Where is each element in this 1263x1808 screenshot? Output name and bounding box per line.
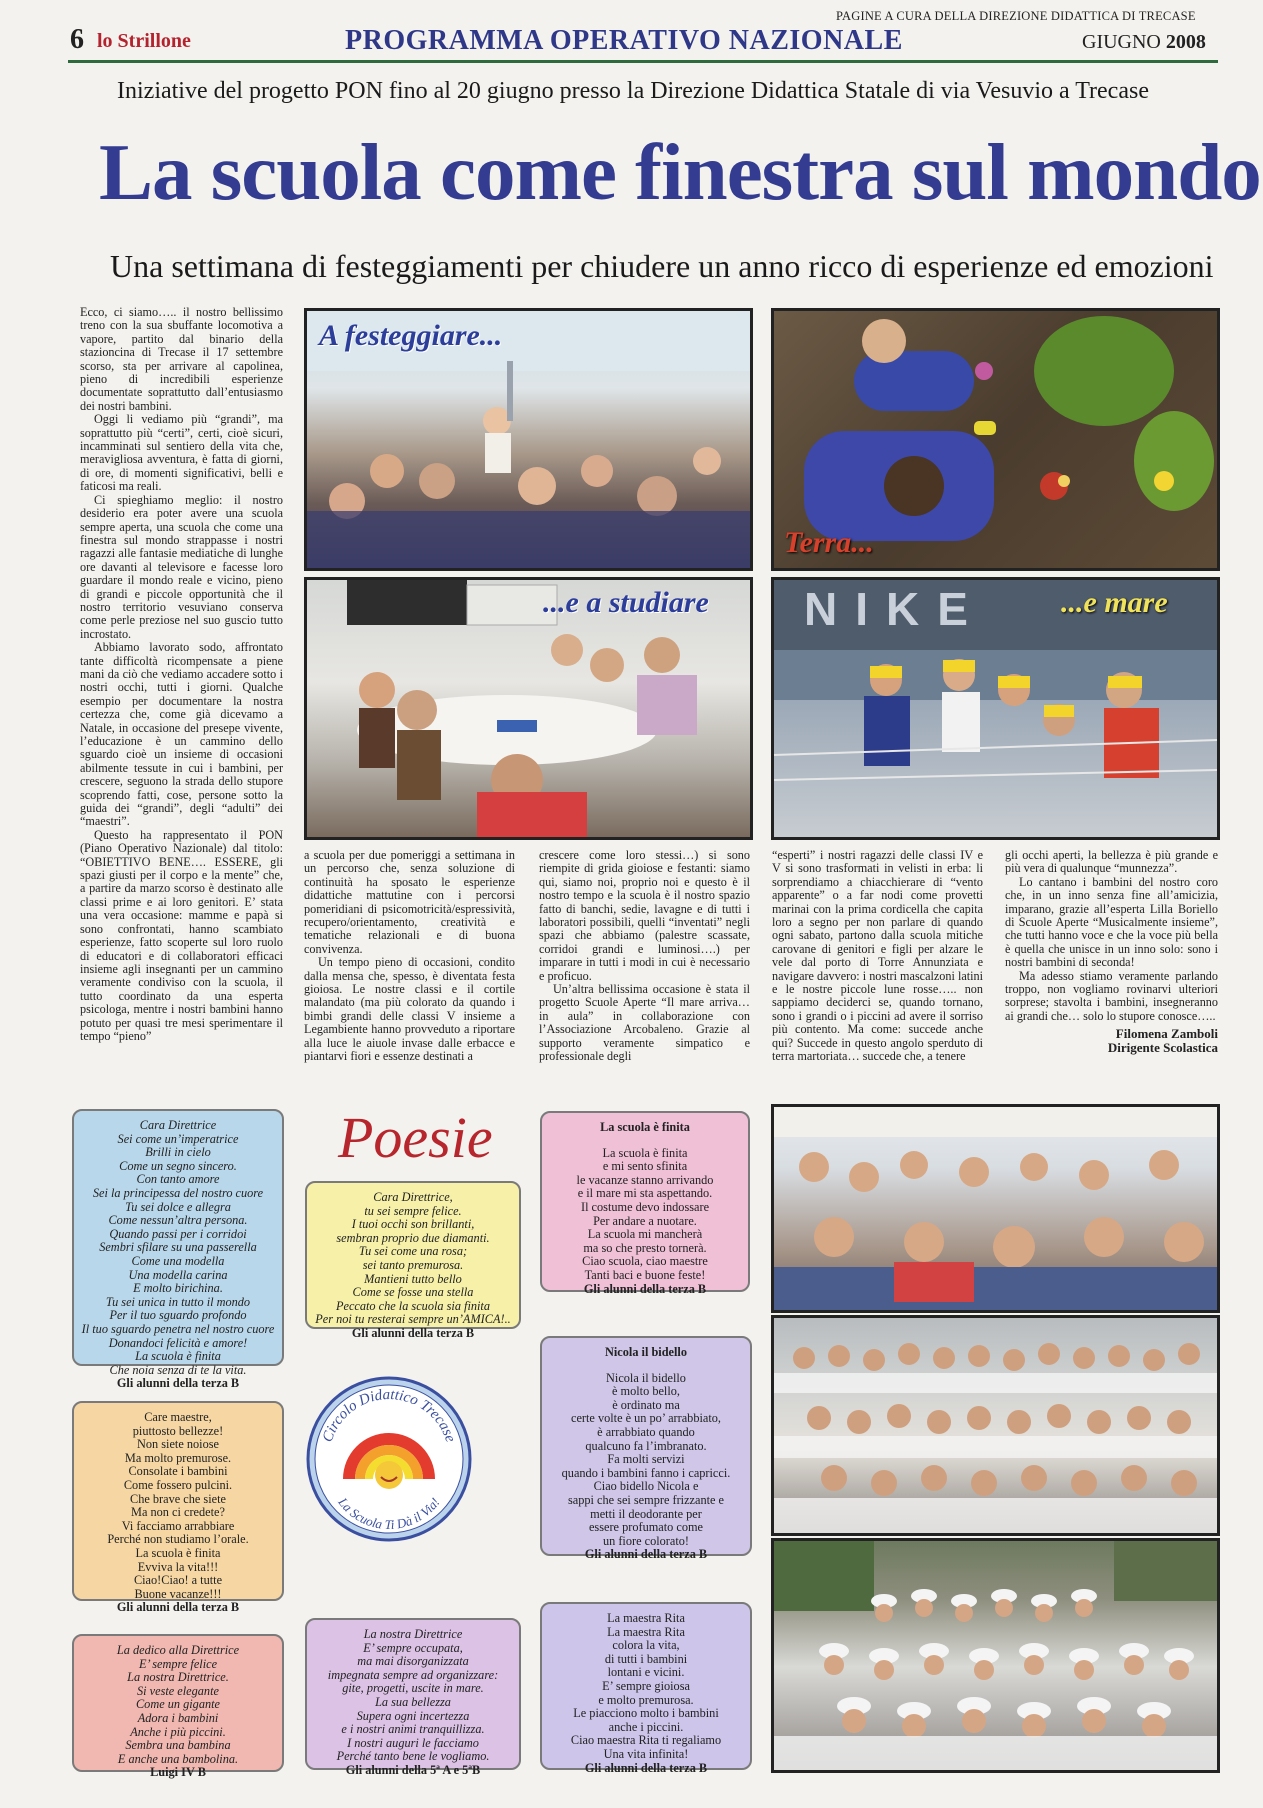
poem-line: Per andare a nuotare. [593, 1213, 697, 1228]
poem-line: gite, progetti, uscite in mare. [342, 1681, 484, 1696]
poem-author: Luigi IV B [150, 1765, 206, 1780]
poem-line: lontani e vicini. [607, 1665, 685, 1680]
photo-group [771, 1315, 1220, 1536]
poem-author: Gli alunni della 5ª A e 5ªB [345, 1762, 481, 1777]
poem-line: Buone vacanze!!! [134, 1586, 222, 1601]
poem-line: colora la vita, [612, 1638, 680, 1653]
poem-box [72, 1109, 284, 1391]
boat-text: NIKE [804, 583, 986, 635]
poem-author: Gli alunni della terza B [584, 1547, 708, 1562]
poem-line: Perché non studiamo l’orale. [107, 1532, 249, 1547]
article-column-1 [80, 306, 283, 1088]
poem-line: Si veste elegante [137, 1683, 219, 1698]
issue-date [1082, 31, 1206, 54]
poem-line: La nostra Direttrice. [127, 1670, 229, 1685]
poem-line: Il tuo sguardo penetra nel nostro cuore [81, 1321, 275, 1336]
poem-line: Evviva la vita!!! [137, 1559, 219, 1574]
poem-line: Sembra una bambina [125, 1738, 231, 1753]
poem-line: La scuola è finita [135, 1545, 221, 1560]
poem-line: Consolate i bambini [128, 1464, 228, 1479]
issue-month: GIUGNO [1082, 31, 1161, 53]
poem-line: Ciao maestra Rita ti regaliamo [570, 1733, 722, 1748]
photo-caption: A festeggiare... [319, 319, 503, 352]
poem-line: Mantieni tutto bello [364, 1271, 462, 1286]
article-column-5 [1005, 849, 1218, 1087]
poem-line: Supera ogni incertezza [356, 1708, 470, 1723]
poem-line: Quando passi per i corridoi [109, 1226, 247, 1241]
poem-line: certe volte è un po’ arrabbiato, [571, 1411, 721, 1426]
signature-role: Dirigente Scolastica [1107, 1039, 1218, 1055]
poem-line: Tu sei come una rosa; [358, 1244, 468, 1259]
poem-line: e i nostri animi tranquillizza. [341, 1722, 485, 1737]
poem-line: e mi sento sfinita [602, 1159, 688, 1174]
poem-line: Sembri sfilare su una passerella [99, 1240, 257, 1255]
poem-line: Donandoci felicità e amore! [108, 1335, 248, 1350]
poem-author: Gli alunni della terza B [116, 1600, 240, 1615]
logo-top-text: Circolo Didattico Trecase [319, 1386, 459, 1445]
article-kicker: Iniziative del progetto PON fino al 20 giugno presso la Direzione Didattica Statale di via Vesuvio a Trecase [117, 78, 1149, 104]
poem-line: Come nessun’altra persona. [108, 1213, 248, 1228]
poem-line: La sua bellezza [375, 1694, 451, 1709]
poem-line: Sei la principessa del nostro cuore [92, 1185, 264, 1200]
poem-line: Non siete noiose [137, 1437, 219, 1452]
poem-line: Ciao bidello Nicola e [593, 1479, 699, 1494]
choir-scene [774, 1107, 1217, 1310]
poem-line: qualcuno fa l’imbranato. [585, 1438, 707, 1453]
paragraph: a scuola per due pomeriggi a settimana in un percorso che, senza soluzione di continuità ha sposato le esperienze didattiche mattutine con i percorsi pomeridiani di psicomotricità/espressività, recupero/orientamento, creatività e tematiche relazionali e di buona convivenza. [304, 848, 515, 956]
poem-line: le vacanze stanno arrivando [576, 1172, 714, 1187]
poem-line: Adora i bambini [137, 1710, 219, 1725]
poem-title: Nicola il bidello [605, 1345, 687, 1359]
article-column-2 [304, 849, 515, 1087]
poem-line: Per noi tu resterai sempre un’AMICA!.. [315, 1312, 511, 1327]
poem-line: Con tanto amore [136, 1172, 220, 1187]
poem-line: tu sei sempre felice. [364, 1203, 462, 1218]
poem-line: Anche i più piccini. [130, 1724, 226, 1739]
photo-party [304, 308, 753, 571]
poem-line: La scuola è finita [135, 1349, 221, 1364]
paragraph: “esperti” i nostri ragazzi delle classi IV e V si sono trasformati in velisti in erba: li sorprendiamo a chiacchierare di “vento apparente” o a far nodi come provetti marinai con la prima cordicella che capita loro a segno per non parlare di quando ogni sabato, partono dalla scuola mitiche carovane di genitori e figli per alzare le vele dal porto di Torre Annunziata e navigare davvero: i nostri mascalzoni latini e le nostre piccole lune rosse….. non sappiamo deciderci se, quando tornano, sono i grandi o i piccini ad avere il sorriso più contento. Ma come: succede anche qui? Succede in questo angolo sperduto di terra martoriata… succede che, a tenere [772, 848, 983, 1064]
poem-line: sappi che sei sempre frizzante e [567, 1492, 725, 1507]
poem-author: Gli alunni della terza B [584, 1760, 708, 1775]
poem-line: impegnata sempre ad organizzare: [327, 1667, 499, 1682]
poem-line: è molto bello, [612, 1384, 680, 1399]
poem-line: La nostra Direttrice [363, 1627, 463, 1641]
poem-line: La maestra Rita [607, 1624, 685, 1639]
photo-sailing [771, 577, 1220, 840]
poem-box [305, 1181, 521, 1340]
photo-garden [771, 308, 1220, 571]
poem-line: sei tanto premurosa. [362, 1257, 464, 1272]
poem-line: E anche una bambolina. [117, 1751, 239, 1766]
poem-box [305, 1618, 521, 1777]
section-title: PROGRAMMA OPERATIVO NAZIONALE [345, 25, 903, 56]
article-subhead: Una settimana di festeggiamenti per chiudere un anno ricco di esperienze ed emozioni [110, 248, 1214, 284]
poem-line: Brilli in cielo [145, 1145, 211, 1160]
poem-line: Sei come un’imperatrice [117, 1131, 239, 1146]
group-scene [774, 1318, 1217, 1533]
poem-line: Ciao scuola, ciao maestre [582, 1254, 708, 1269]
header-rule [68, 60, 1218, 63]
poem-line: è ordinato ma [612, 1397, 680, 1412]
poem-line: E’ sempre felice [138, 1656, 218, 1671]
poem-title: La scuola è finita [600, 1120, 690, 1134]
poem-author: Gli alunni della terza B [583, 1281, 707, 1296]
poem-line: I tuoi occhi son brillanti, [351, 1217, 475, 1232]
poem-line: Come un gigante [135, 1697, 221, 1712]
paragraph: Questo ha rappresentato il PON (Piano Operativo Nazionale) dal titolo: “OBIETTIVO BENE…. ESSERE, gli spazi giusti per il corpo e la mente” che, a partire da marzo scorso è destinato alle classi prime e ai loro genitori. E’ stata una vera occasione: mamme e papà si sono confrontati, hanno scambiato esperienze, fatto scoperte sul loro ruolo di educatori e di collaboratori efficaci insieme agli insegnanti per un cammino veramente condiviso con la scuola, il tutto coordinato da una esperta psicologa, mentre i nostri bambini hanno potuto per quasi tre mesi sperimentare il tempo “pieno” [80, 827, 283, 1043]
poem-author: Gli alunni della terza B [351, 1325, 475, 1340]
paragraph: Ma adesso stiamo veramente parlando troppo, non vogliamo rovinarvi ulteriori sorprese; stavolta i bambini, insegneranno ai grandi che… solo lo stupore conosce….. [1005, 968, 1218, 1023]
paragraph: Lo cantano i bambini del nostro coro che, in un inno senza fine all’amicizia, imparano, grazie all’esperta Lilla Boriello di Scuole Aperte “Musicalmente insieme”, che tutti hanno voce e che la voce più bella è quella che unisce in un inno solo: sono i nostri bambini di seconda! [1005, 874, 1218, 970]
paragraph: Oggi li vediamo più “grandi”, ma soprattutto più “certi”, certi, cioè sicuri, incamminati sul sentiero della vita che, meravigliosa avventura, è fatta di giorni, di ore, di momenti significativi, belli e faticosi ma reali. [80, 412, 283, 494]
poem-line: Ciao!Ciao! a tutte [133, 1573, 223, 1588]
poem-line: La dedico alla Direttrice [116, 1643, 240, 1657]
paragraph: gli occhi aperti, la bellezza è più grande e più vera di qualunque “munnezza”. [1005, 848, 1218, 876]
poem-line: Cara Direttrice, [373, 1190, 453, 1204]
paragraph: Un’altra bellissima occasione è stata il progetto Scuole Aperte “Il mare arriva… in aula” in collaborazione con l’Associazione Arcobaleno. Grazie al supporto veramente simpatico e professionale degli [539, 982, 750, 1064]
caps-scene [774, 1541, 1217, 1770]
photo-classroom [304, 577, 753, 840]
poem-line: ma mai disorganizzata [357, 1654, 469, 1669]
poem-line: Per il tuo sguardo profondo [109, 1308, 247, 1323]
article-column-4 [772, 849, 983, 1087]
poem-box [540, 1111, 750, 1296]
issue-year: 2008 [1165, 31, 1206, 53]
paragraph: Abbiamo lavorato sodo, affrontato tante difficoltà ricompensate a piene mani da ciò che vediamo accadere sotto i nostri occhi, tutti i giorni. Qualche esempio per documentare la nostra certezza che, come già dicevamo a Natale, in occasione del presepe vivente, l’educazione è un cammino dello sguardo cioè un insieme di occasioni abilmente tessute in cui i bambini, per crescere, seguono la strada dello stupore scoprendo fatti, cose, persone sotto la guida dei “grandi”, degli “adulti” dei “maestri”. [80, 640, 283, 829]
poem-line: è arrabbiato quando [597, 1424, 695, 1439]
poem-line: Una vita infinita! [603, 1746, 689, 1761]
poem-line: di tutti i bambini [604, 1651, 688, 1666]
poem-line: e molto premurosa. [598, 1692, 694, 1707]
poem-line: Vi facciamo arrabbiare [121, 1518, 235, 1533]
poem-author: Gli alunni della terza B [116, 1376, 240, 1391]
poem-line: Che brave che siete [130, 1491, 226, 1506]
paragraph: Un tempo pieno di occasioni, condito dalla mensa che, spesso, è diventata festa gioiosa. Le nostre classi e il cortile malandato (ma più colorato da quando i bimbi grandi delle classi V insieme a Legambiente hanno provveduto a riportare alla luce le aiuole invase dalle erbacce e piantarvi fiori e essenze destinati a [304, 955, 515, 1064]
header-top-line: PAGINE A CURA DELLA DIREZIONE DIDATTICA DI TRECASE [836, 9, 1196, 23]
poem-line: Come se fosse una stella [352, 1285, 474, 1300]
poem-line: La maestra Rita [607, 1611, 685, 1625]
photo-caption: ...e a studiare [543, 586, 709, 619]
poem-line: Una modella carina [128, 1267, 228, 1282]
poem-line: La scuola mi mancherà [587, 1227, 703, 1242]
poem-line: Care maestre, [144, 1410, 212, 1424]
poem-box [72, 1634, 284, 1780]
poem-line: quando i bambini fanno i capricci. [561, 1465, 731, 1480]
poem-line: Come fossero pulcini. [123, 1477, 233, 1492]
poem-line: Fa molti servizi [607, 1452, 685, 1467]
poem-line: Nicola il bidello [606, 1370, 686, 1385]
logo-bottom-text: La Scuola Ti Dà il Via! [335, 1494, 443, 1533]
photo-caption: ...e mare [1061, 586, 1168, 619]
poem-line: La scuola è finita [602, 1145, 688, 1160]
poem-box [540, 1336, 752, 1562]
poem-line: sembran proprio due diamanti. [336, 1230, 490, 1245]
poem-line: Tanti baci e buone feste! [584, 1267, 706, 1282]
poem-line: Il costume devo indossare [580, 1199, 710, 1214]
paragraph: Ecco, ci siamo….. il nostro bellissimo treno con la sua sbuffante locomotiva a vapore, partito dal binario della stazioncina di Trecase il 17 settembre scorso, sta per arrivare al capolinea, pieno di incredibili esperienze documentate soprattutto dall’entusiasmo dei nostri bambini. [80, 305, 283, 413]
paragraph: crescere come loro stessi…) si sono riempite di grida gioiose e festanti: siamo qui, siamo noi, proprio noi e questo è il nostro tempo e la scuola è il nostro spazio fatto di banchi, sedie, lavagne e di tutti i laboratori possibili, quelli “inventati” negli spazi che abbiamo (palestre scassate, corridoi grandi e luminosi….) per imparare in tutti i modi in cui è necessario e proficuo. [539, 848, 750, 983]
poem-line: Peccato che la scuola sia finita [335, 1298, 491, 1313]
photo-caps [771, 1538, 1220, 1773]
signature-name: Filomena Zamboli [1115, 1026, 1218, 1042]
poem-line: Perché tanto bene le vogliamo. [336, 1749, 490, 1764]
poem-line: Le piacciono molto i bambini [573, 1706, 719, 1721]
paragraph: Ci spieghiamo meglio: il nostro desiderio era poter avere una scuola sempre aperta, una scuola che come una finestra sul mondo strappasse i nostri ragazzi alle fantasie mediatiche di lunghe ore davanti al televisore e facesse loro guardare il mondo reale e vicino, pieno di grandi e piccole opportunità che il nostro territorio vesuviano conserva come perle preziose nel suo guscio tutto incrostato. [80, 492, 283, 641]
poem-line: Tu sei unica in tutto il mondo [105, 1294, 251, 1309]
poem-line: E’ sempre gioiosa [602, 1678, 690, 1693]
article-column-3 [539, 849, 750, 1087]
poem-line: Cara Direttrice [139, 1118, 217, 1132]
poem-line: I nostri auguri le facciamo [347, 1735, 479, 1750]
school-logo [305, 1375, 473, 1543]
poem-line: un fiore colorato! [602, 1533, 690, 1548]
page-number: 6 [70, 24, 84, 55]
poem-line: ma so che presto tornerà. [583, 1240, 707, 1255]
poem-line: anche i piccini. [608, 1719, 684, 1734]
article-headline: La scuola come finestra sul mondo [99, 127, 1261, 217]
poem-line: Che noia senza di te la vita. [109, 1362, 247, 1377]
photo-caption: Terra... [784, 526, 874, 559]
poem-line: Come un segno sincero. [119, 1158, 237, 1173]
poem-line: piuttosto bellezze! [132, 1423, 224, 1438]
photo-choir [771, 1104, 1220, 1313]
poem-box [72, 1401, 284, 1615]
poem-line: Ma non ci credete? [131, 1505, 225, 1520]
poem-line: e il mare mi sta aspettando. [577, 1186, 713, 1201]
poem-line: essere profumato come [588, 1520, 704, 1535]
poem-line: E’ sempre occupata, [363, 1640, 463, 1655]
poem-line: metti il deodorante per [590, 1506, 702, 1521]
paper-name: lo Strillone [97, 30, 191, 52]
poem-line: E molto birichina. [133, 1281, 223, 1296]
poem-line: Tu sei dolce e allegra [125, 1199, 231, 1214]
poem-box [540, 1602, 752, 1775]
poesie-title: Poesie [338, 1105, 493, 1170]
poem-line: Ma molto premurose. [124, 1450, 232, 1465]
poem-line: Come una modella [131, 1253, 225, 1268]
